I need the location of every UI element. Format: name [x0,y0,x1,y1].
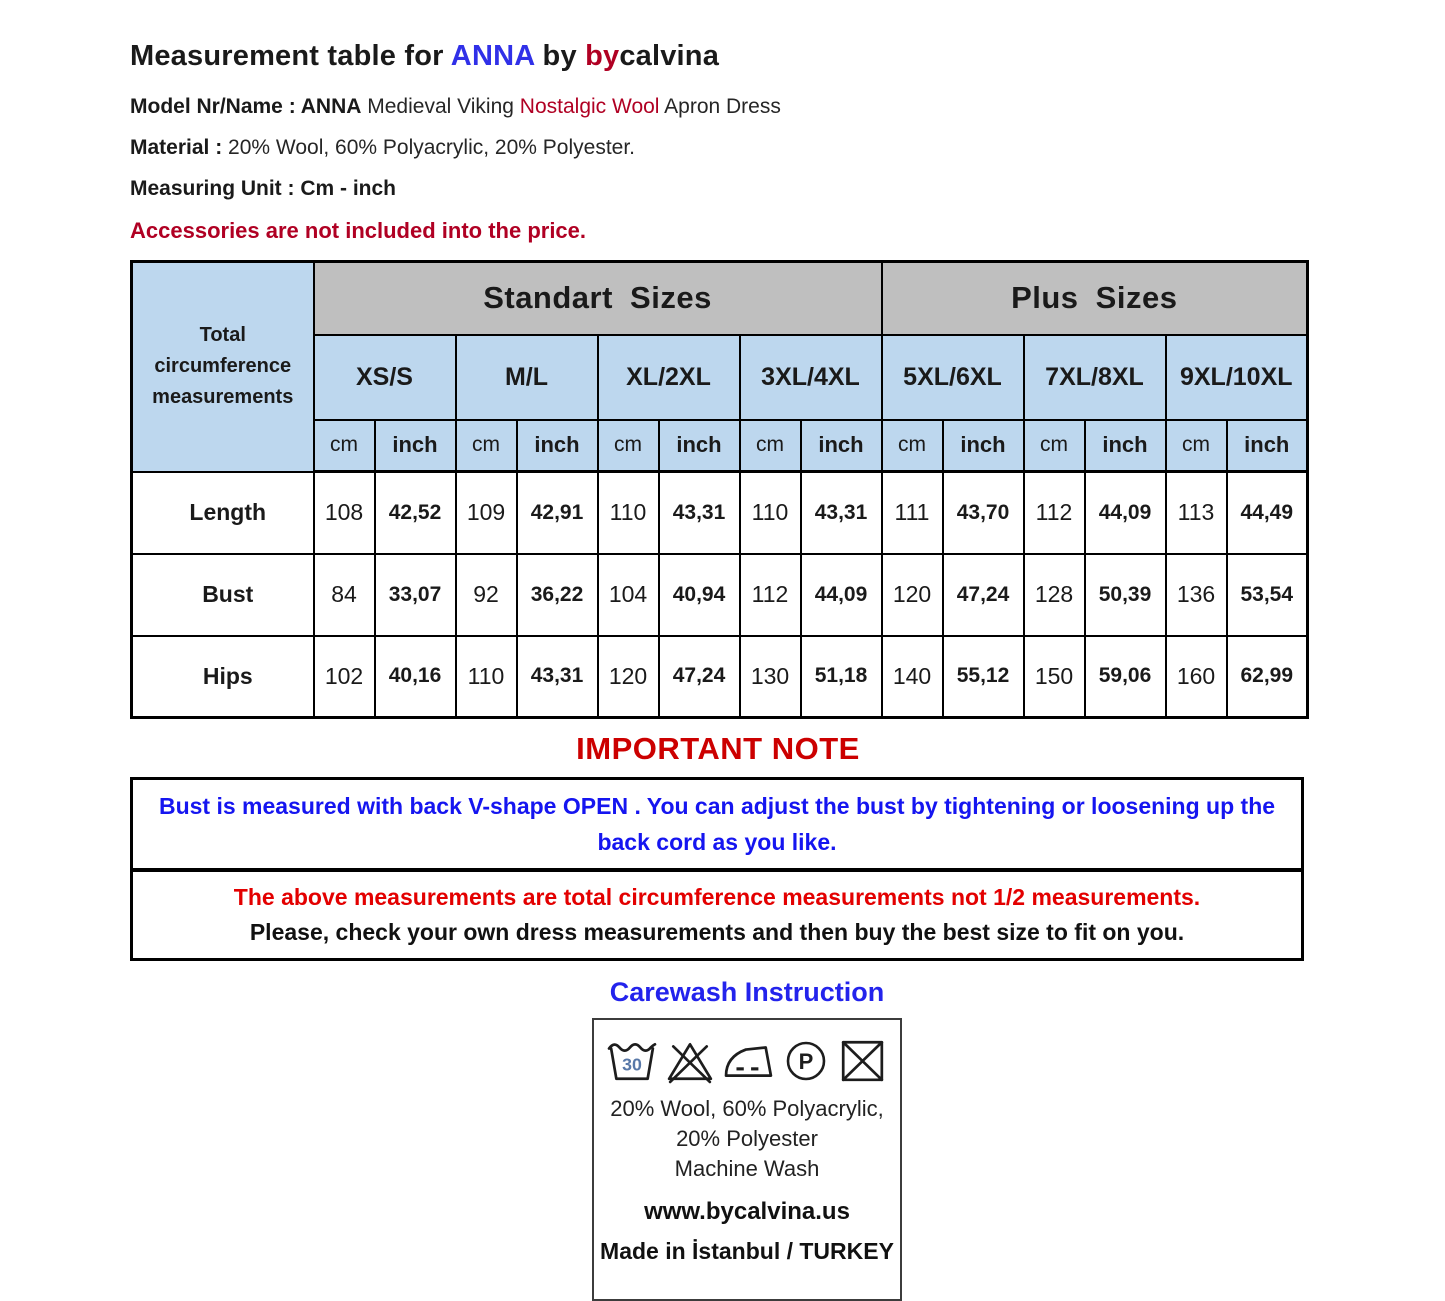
model-desc-red: Nostalgic Wool [519,95,660,118]
measurement-cell: 92 [456,554,517,636]
model-desc2: Apron Dress [659,95,781,118]
unit-inch-header: inch [375,420,456,472]
important-note-title: IMPORTANT NOTE [576,731,860,766]
do-not-tumble-dry-icon [834,1036,890,1084]
size-header-cell: 9XL/10XL [1166,335,1308,420]
measurement-cell: 84 [314,554,375,636]
unit-cm-header: cm [882,420,943,472]
measurement-cell: 44,49 [1227,472,1308,554]
measuring-unit-line [130,177,1306,201]
measurement-cell: 43,31 [517,636,598,718]
measurement-cell: 108 [314,472,375,554]
carewash-section [592,977,902,1301]
table-row [132,636,1308,718]
measurement-cell: 53,54 [1227,554,1308,636]
wash-30-icon [604,1036,660,1084]
unit-inch-header: inch [1227,420,1308,472]
measurement-cell: 110 [740,472,801,554]
measurement-cell: 44,09 [801,554,882,636]
material-value: 20% Wool, 60% Polyacrylic, 20% Polyester. [228,136,635,159]
unit-inch-header: inch [801,420,882,472]
unit-value: Cm - inch [300,177,397,200]
measurement-cell: 113 [1166,472,1227,554]
measurement-cell: 42,91 [517,472,598,554]
size-header-cell: 3XL/4XL [740,335,882,420]
size-header-cell: 7XL/8XL [1024,335,1166,420]
document [130,0,1306,1301]
measurement-cell: 140 [882,636,943,718]
composition-line-1: 20% Wool, 60% Polyacrylic, [610,1096,884,1121]
title-brand: ANNA [450,40,535,72]
unit-label: Measuring Unit : [130,177,301,200]
measurement-cell: 43,31 [659,472,740,554]
model-label: Model Nr/Name : [130,95,301,118]
measurement-cell: 59,06 [1085,636,1166,718]
measurement-cell: 150 [1024,636,1085,718]
wash-method: Machine Wash [674,1156,820,1181]
measurement-cell: 44,09 [1085,472,1166,554]
unit-cm-header: cm [740,420,801,472]
measurement-cell: 33,07 [375,554,456,636]
measurement-cell: 112 [740,554,801,636]
measurement-cell: 51,18 [801,636,882,718]
composition-line-2: 20% Polyester [676,1126,818,1151]
measurement-cell: 110 [598,472,659,554]
unit-inch-header: inch [659,420,740,472]
measurement-cell: 130 [740,636,801,718]
accessories-note: Accessories are not included into the price. [130,218,587,243]
measurement-cell: 128 [1024,554,1085,636]
group-header: Plus Sizes [882,262,1308,335]
unit-inch-header: inch [943,420,1024,472]
measurement-cell: 160 [1166,636,1227,718]
size-header-cell: XL/2XL [598,335,740,420]
note-section-bust [133,780,1301,868]
measurement-cell: 109 [456,472,517,554]
title-middle: by [534,40,586,72]
size-table-head [132,262,1308,472]
do-not-bleach-icon [662,1036,718,1084]
measurement-cell: 47,24 [659,636,740,718]
row-label: Length [132,472,314,554]
red-note: The above measurements are total circumference measurements not 1/2 measurements. [233,884,1201,910]
origin: Made in İstanbul / TURKEY [600,1238,894,1264]
note-section-measure [133,868,1301,958]
row-label: Hips [132,636,314,718]
title-prefix: Measurement table for [130,40,451,72]
measurement-cell: 42,52 [375,472,456,554]
measurement-cell: 40,16 [375,636,456,718]
carewash-box [592,1018,902,1301]
measurement-cell: 36,22 [517,554,598,636]
black-note: Please, check your own dress measurements and then buy the best size to fit on you. [249,919,1185,945]
size-table-body [132,472,1308,718]
unit-cm-header: cm [456,420,517,472]
measurement-cell: 104 [598,554,659,636]
table-row [132,472,1308,554]
website: www.bycalvina.us [644,1198,850,1225]
care-icons-row [600,1036,894,1084]
unit-inch-header: inch [1085,420,1166,472]
measurement-cell: 47,24 [943,554,1024,636]
measurement-cell: 43,31 [801,472,882,554]
measurement-cell: 43,70 [943,472,1024,554]
measurement-cell: 111 [882,472,943,554]
measurement-cell: 50,39 [1085,554,1166,636]
row-label: Bust [132,554,314,636]
measurement-cell: 40,94 [659,554,740,636]
measurement-cell: 102 [314,636,375,718]
unit-cm-header: cm [1024,420,1085,472]
carewash-title: Carewash Instruction [609,977,885,1007]
material-label: Material : [130,136,229,159]
measurement-cell: 120 [598,636,659,718]
size-table [130,260,1309,719]
unit-inch-header: inch [517,420,598,472]
title-by-red: by [585,40,620,72]
title-suffix: calvina [619,40,720,72]
svg-text:30: 30 [622,1054,642,1075]
iron-icon [720,1036,778,1084]
blue-note: Bust is measured with back V-shape OPEN . You can adjust the bust by tightening or loosening up the back cord as you like. [158,793,1276,855]
measurement-cell: 120 [882,554,943,636]
table-row [132,554,1308,636]
page-title [130,40,1306,73]
size-header-cell: XS/S [314,335,456,420]
measurement-cell: 110 [456,636,517,718]
measurement-cell: 62,99 [1227,636,1308,718]
model-name: ANNA [300,95,362,118]
unit-cm-header: cm [314,420,375,472]
svg-text:P: P [798,1049,814,1074]
material-line [130,136,1306,160]
measurement-cell: 55,12 [943,636,1024,718]
note-box [130,777,1304,961]
model-desc1: Medieval Viking [361,95,520,118]
unit-cm-header: cm [598,420,659,472]
corner-cell: Total circumference measurements [132,262,314,472]
measurement-cell: 136 [1166,554,1227,636]
model-line [130,95,1306,119]
dry-clean-p-icon [780,1036,832,1084]
measurement-cell: 112 [1024,472,1085,554]
group-header: Standart Sizes [314,262,882,335]
size-header-cell: M/L [456,335,598,420]
size-header-cell: 5XL/6XL [882,335,1024,420]
unit-cm-header: cm [1166,420,1227,472]
